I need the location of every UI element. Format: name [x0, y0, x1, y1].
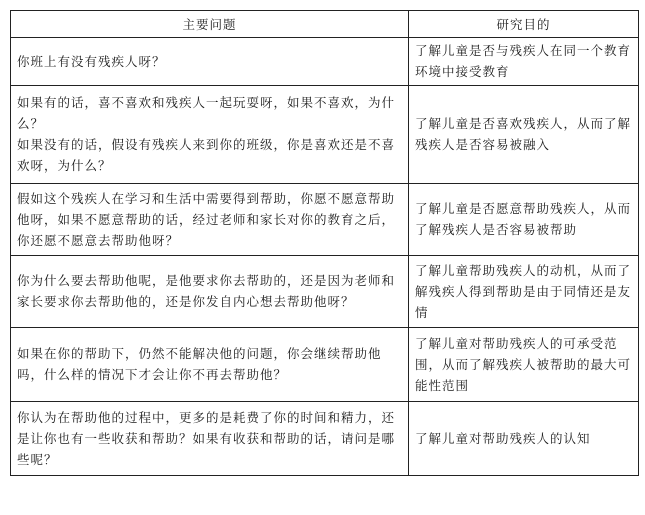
table-row [11, 328, 639, 402]
purpose-cell: 了解儿童对帮助残疾人的可承受范围，从而了解残疾人被帮助的最大可能性范围 [409, 328, 639, 402]
purpose-cell: 了解儿童是否与残疾人在同一个教育环境中接受教育 [409, 38, 639, 86]
question-cell [11, 86, 409, 184]
table-header-row [11, 11, 639, 38]
purpose-cell: 了解儿童是否愿意帮助残疾人，从而了解残疾人是否容易被帮助 [409, 184, 639, 256]
question-text: 如果有的话，喜不喜欢和残疾人一起玩耍呀，如果不喜欢，为什么？ [17, 95, 396, 131]
purpose-cell: 了解儿童帮助残疾人的动机，从而了解残疾人得到帮助是由于同情还是友情 [409, 256, 639, 328]
question-cell: 如果在你的帮助下，仍然不能解决他的问题，你会继续帮助他吗，什么样的情况下才会让你不再去帮助他？ [11, 328, 409, 402]
question-cell: 假如这个残疾人在学习和生活中需要得到帮助，你愿不愿意帮助他呀，如果不愿意帮助的话，经过老师和家长对你的教育之后，你还愿不愿意去帮助他呀？ [11, 184, 409, 256]
question-text-extra: 如果没有的话，假设有残疾人来到你的班级，你是喜欢还是不喜欢呀，为什么？ [17, 137, 396, 173]
question-cell: 你班上有没有残疾人呀？ [11, 38, 409, 86]
table-row [11, 402, 639, 476]
table-row [11, 256, 639, 328]
survey-table [10, 10, 639, 476]
purpose-cell: 了解儿童对帮助残疾人的认知 [409, 402, 639, 476]
question-cell: 你认为在帮助他的过程中，更多的是耗费了你的时间和精力，还是让你也有一些收获和帮助？如果有收获和帮助的话，请问是哪些呢？ [11, 402, 409, 476]
header-question: 主要问题 [11, 11, 409, 38]
table-row [11, 38, 639, 86]
question-cell: 你为什么要去帮助他呢，是他要求你去帮助的，还是因为老师和家长要求你去帮助他的，还是你发自内心想去帮助他呀？ [11, 256, 409, 328]
header-purpose: 研究目的 [409, 11, 639, 38]
table-row [11, 86, 639, 184]
table-row [11, 184, 639, 256]
purpose-cell: 了解儿童是否喜欢残疾人，从而了解残疾人是否容易被融入 [409, 86, 639, 184]
